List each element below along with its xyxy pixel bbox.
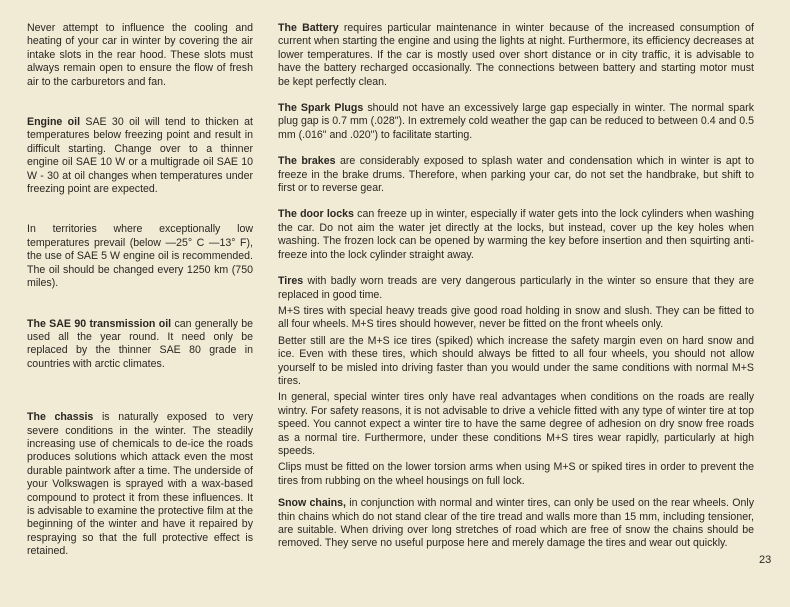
- spark-plugs-paragraph: [278, 102, 754, 142]
- door-locks-text: can freeze up in winter, especially if water gets into the lock cylinders when washing the car. Do not aim the water jet directly at the locks, but instead, cover up the key holes when washing. The frozen lock can be opened by warming the key before insertion and then squirting anti-freeze into the lock cylinder straight away.: [278, 208, 754, 261]
- snow-chains-paragraph: [278, 497, 754, 551]
- brakes-heading: The brakes: [278, 155, 336, 168]
- battery-paragraph: [278, 22, 754, 89]
- tires-paragraph: [278, 275, 754, 302]
- clips-paragraph: Clips must be fitted on the lower torsion arms when using M+S or spiked tires in order to prevent the tires from rubbing on the wheel housings on full lock.: [278, 461, 754, 487]
- transmission-oil-paragraph: [27, 318, 253, 372]
- tires-text: with badly worn treads are very dangerous particularly in the winter so ensure that they are replaced in good time.: [278, 275, 754, 301]
- spark-plugs-text: should not have an excessively large gap especially in winter. The normal spark plug gap is 0.7 mm (.028"). In extremely cold weather the gap can be reduced to between 0.4 and 0.5 mm (.016" and .020") to facilitate starting.: [278, 102, 754, 141]
- engine-oil-text: SAE 30 oil will tend to thicken at temperatures below freezing point and result in difficult starting. Change over to a thinner engine oil SAE 10 W or a multigrade oil SAE 10 W - 30 at oil changes when temperatures under freezing point are expected.: [27, 116, 253, 196]
- engine-oil-paragraph: [27, 116, 253, 196]
- ms-tires-paragraph: M+S tires with special heavy treads give good road holding in snow and slush. They can be fitted to all four wheels. M+S tires should however, never be fitted on the front wheels only.: [278, 304, 754, 331]
- chassis-paragraph: [27, 411, 253, 558]
- low-temperature-paragraph: In territories where exceptionally low temperatures prevail (below —25° C —13° F), the use of SAE 5 W engine oil is recommended. The oil should be changed every 1250 km (750 miles).: [27, 223, 253, 290]
- battery-text: requires particular maintenance in winter because of the increased consumption of current when starting the engine and using the lights at night. Furthermore, its efficiency decreases at lower temperatures. If the car is mostly used over short distance or in city traffic, it is advisable to have the battery recharged occasionally. The connections between battery and starting motor must be kept perfectly clean.: [278, 22, 754, 88]
- snow-chains-text: in conjunction with normal and winter tires, can only be used on the rear wheels. Only thin chains which do not stand clear of the tire tread and walls more than 15 mm, including tensioner, are suitable. When driving over long stretches of road which are free of snow the chains should be removed. They serve no useful purpose here and merely damage the tires and wear out quickly.: [278, 497, 754, 550]
- chassis-text: is naturally exposed to very severe conditions in the winter. The steadily increasing use of chemicals to de-ice the roads produces solutions which attack even the most durable paintwork after a time. The underside of your Volkswagen is sprayed with a wax-based compound to protect it from these influences. It is advisable to examine the protective film at the beginning of the winter and have it repaired by respraying so that the full protective effect is retained.: [27, 411, 253, 558]
- right-column: [278, 22, 754, 551]
- door-locks-heading: The door locks: [278, 208, 354, 221]
- battery-heading: The Battery: [278, 22, 339, 34]
- spark-plugs-heading: The Spark Plugs: [278, 102, 364, 115]
- chassis-heading: The chassis: [27, 411, 94, 424]
- transmission-oil-heading: The SAE 90 transmission oil: [27, 317, 172, 330]
- brakes-text: are considerably exposed to splash water and condensation which in winter is apt to freeze in the brake drums. Therefore, when parking your car, do not set the handbrake, but shift to first or to reverse gear.: [278, 155, 754, 195]
- winter-tires-paragraph: In general, special winter tires only have real advantages when conditions on the roads are really wintry. For safety reasons, it is not advisable to drive a vehicle fitted with any type of winter tire at top speed. You cannot expect a winter tire to have the same degree of adhesion on dry snow free roads as a normal tire. Furthermore, under these conditions M+S tires wear rapidly, particularly at high speeds.: [278, 391, 754, 457]
- engine-oil-heading: Engine oil: [27, 116, 81, 129]
- snow-chains-heading: Snow chains,: [278, 497, 346, 510]
- brakes-paragraph: [278, 155, 754, 195]
- ice-tires-paragraph: Better still are the M+S ice tires (spiked) which increase the safety margin even on hard snow and ice. Even with these tires, which should always be fitted to all four wheels, you should not allow yourself to be misled into driving faster than you would under the same conditions with normal M+S tires.: [278, 334, 754, 387]
- page-number: 23: [759, 554, 772, 566]
- cooling-paragraph: Never attempt to influence the cooling and heating of your car in winter by covering the air intake slots in the rear hood. These slots must always remain open to ensure the flow of fresh air to the carburetors and fan.: [27, 22, 253, 88]
- transmission-oil-text: can generally be used all the year round. It need only be replaced by the thinner SAE 80 grade in countries with arctic climates.: [27, 317, 253, 370]
- left-column: [27, 22, 253, 559]
- tires-heading: Tires: [278, 275, 304, 288]
- door-locks-paragraph: [278, 208, 754, 262]
